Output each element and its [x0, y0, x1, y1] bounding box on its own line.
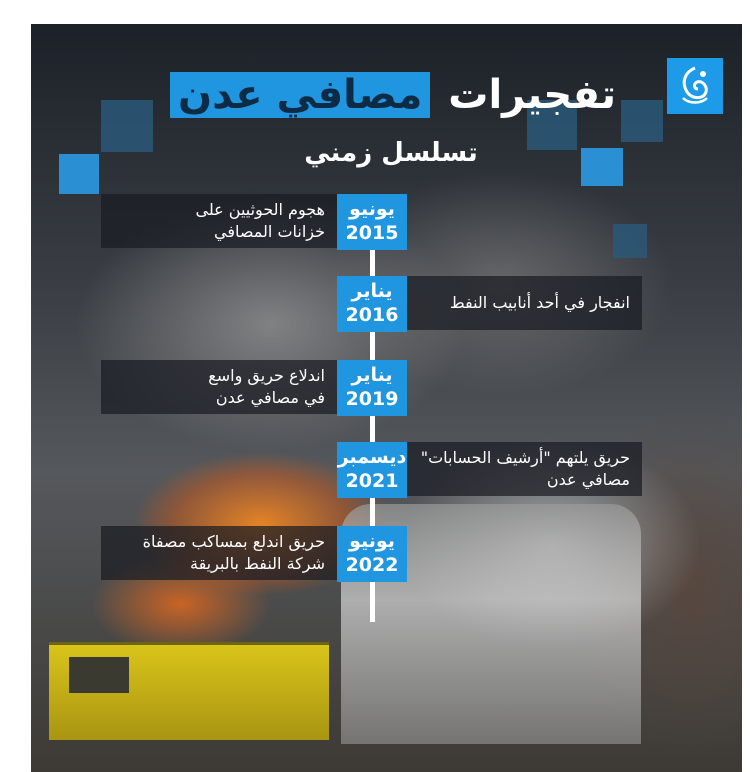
date-year: 2021 [345, 470, 399, 492]
title-highlight [170, 72, 430, 118]
truck-window [69, 657, 129, 693]
timeline-date [337, 526, 407, 582]
timeline-event [101, 526, 337, 580]
timeline-date [337, 442, 407, 498]
date-year: 2022 [345, 554, 399, 576]
al-jazeera-logo-icon [667, 58, 723, 114]
timeline-date [337, 360, 407, 416]
event-text: انفجار في أحد أنابيب النفط [449, 293, 630, 312]
event-text: في مصافي عدن [215, 388, 325, 407]
title-word: تفجيرات [448, 72, 617, 118]
decorative-square [613, 224, 647, 258]
date-year: 2015 [345, 222, 399, 244]
date-month: ديسمبر [337, 446, 407, 468]
date-year: 2016 [345, 304, 399, 326]
timeline-event [407, 442, 642, 496]
decorative-square [59, 154, 99, 194]
timeline-event [407, 276, 642, 330]
background-fire-truck [49, 642, 329, 740]
date-month: يونيو [349, 530, 395, 552]
event-text: خزانات المصافي [214, 222, 325, 241]
event-text: حريق يلتهم "أرشيف الحسابات" [420, 448, 630, 467]
timeline-event [101, 194, 337, 248]
timeline-date [337, 194, 407, 250]
date-month: يناير [351, 280, 393, 302]
event-text: هجوم الحوثيين على [195, 200, 325, 219]
title-highlight-word: مصافي [276, 72, 423, 118]
page-title [141, 72, 641, 118]
page-subtitle: تسلسل زمني [304, 138, 478, 168]
event-text: شركة النفط بالبريقة [189, 554, 325, 573]
timeline-date [337, 276, 407, 332]
date-year: 2019 [345, 388, 399, 410]
event-text: اندلاع حريق واسع [208, 366, 325, 385]
date-month: يونيو [349, 198, 395, 220]
timeline-event [101, 360, 337, 414]
infographic-frame [31, 24, 742, 772]
event-text: مصافي عدن [546, 470, 630, 489]
title-highlight-word: عدن [177, 72, 263, 118]
event-text: حريق اندلع بمساكب مصفاة [142, 532, 325, 551]
date-month: يناير [351, 364, 393, 386]
